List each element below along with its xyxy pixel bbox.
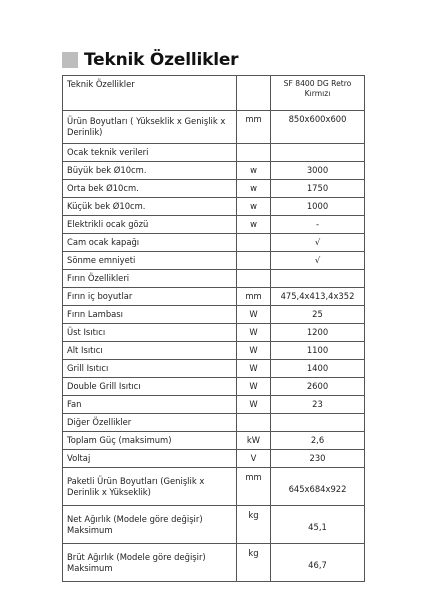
table-row bbox=[63, 378, 365, 396]
row-unit: kg bbox=[237, 506, 271, 544]
row-value bbox=[271, 144, 365, 162]
row-unit: kg bbox=[237, 544, 271, 582]
table-row bbox=[63, 252, 365, 270]
row-unit: V bbox=[237, 450, 271, 468]
row-unit: W bbox=[237, 378, 271, 396]
row-unit: w bbox=[237, 216, 271, 234]
row-unit: mm bbox=[237, 468, 271, 506]
row-name: Fan bbox=[63, 396, 237, 414]
table-row bbox=[63, 360, 365, 378]
row-name: Fırın Lambası bbox=[63, 306, 237, 324]
row-value bbox=[271, 270, 365, 288]
row-name: Sönme emniyeti bbox=[63, 252, 237, 270]
table-row bbox=[63, 432, 365, 450]
check-mark-icon: √ bbox=[271, 252, 365, 270]
row-value: 1750 bbox=[271, 180, 365, 198]
row-unit: W bbox=[237, 306, 271, 324]
row-unit bbox=[237, 234, 271, 252]
row-value: 45,1 bbox=[271, 506, 365, 544]
row-value: 2,6 bbox=[271, 432, 365, 450]
table-row bbox=[63, 270, 365, 288]
table-row bbox=[63, 544, 365, 582]
table-row bbox=[63, 162, 365, 180]
check-mark-icon: √ bbox=[271, 234, 365, 252]
table-row bbox=[63, 342, 365, 360]
row-unit: kW bbox=[237, 432, 271, 450]
row-value: 1400 bbox=[271, 360, 365, 378]
row-unit: mm bbox=[237, 288, 271, 306]
table-row bbox=[63, 506, 365, 544]
row-value: 230 bbox=[271, 450, 365, 468]
row-name: Büyük bek Ø10cm. bbox=[63, 162, 237, 180]
table-header-row bbox=[63, 76, 365, 111]
row-value: 475,4x413,4x352 bbox=[271, 288, 365, 306]
row-name: Elektrikli ocak gözü bbox=[63, 216, 237, 234]
row-unit bbox=[237, 270, 271, 288]
row-value: 46,7 bbox=[271, 544, 365, 582]
row-name: Ürün Boyutları ( Yükseklik x Genişlik x Derinlik) bbox=[63, 111, 237, 144]
row-value: 2600 bbox=[271, 378, 365, 396]
row-name: Orta bek Ø10cm. bbox=[63, 180, 237, 198]
table-row bbox=[63, 234, 365, 252]
row-value: 645x684x922 bbox=[271, 468, 365, 506]
row-name: Voltaj bbox=[63, 450, 237, 468]
row-unit bbox=[237, 252, 271, 270]
table-row bbox=[63, 111, 365, 144]
row-name: Diğer Özellikler bbox=[63, 414, 237, 432]
model-color: Kırmızı bbox=[304, 89, 331, 98]
table-row bbox=[63, 414, 365, 432]
header-name-cell: Teknik Özellikler bbox=[63, 76, 237, 111]
row-name: Küçük bek Ø10cm. bbox=[63, 198, 237, 216]
row-name: Brüt Ağırlık (Modele göre değişir) Maksimum bbox=[63, 544, 237, 582]
table-row bbox=[63, 396, 365, 414]
header-unit-cell bbox=[237, 76, 271, 111]
table-row bbox=[63, 468, 365, 506]
model-name: SF 8400 DG Retro bbox=[283, 79, 352, 88]
row-value: 1200 bbox=[271, 324, 365, 342]
row-name: Grill Isıtıcı bbox=[63, 360, 237, 378]
row-unit bbox=[237, 414, 271, 432]
row-unit: w bbox=[237, 180, 271, 198]
row-name: Paketli Ürün Boyutları (Genişlik x Derinlik x Yükseklik) bbox=[63, 468, 237, 506]
section-header bbox=[62, 48, 238, 72]
row-unit: w bbox=[237, 162, 271, 180]
table-row bbox=[63, 144, 365, 162]
section-title: Teknik Özellikler bbox=[84, 50, 239, 70]
table-row bbox=[63, 450, 365, 468]
row-value: 23 bbox=[271, 396, 365, 414]
row-name: Double Grill Isıtıcı bbox=[63, 378, 237, 396]
row-value: 25 bbox=[271, 306, 365, 324]
row-name: Cam ocak kapağı bbox=[63, 234, 237, 252]
table-row bbox=[63, 216, 365, 234]
row-name: Fırın iç boyutlar bbox=[63, 288, 237, 306]
row-name: Net Ağırlık (Modele göre değişir) Maksimum bbox=[63, 506, 237, 544]
row-unit: mm bbox=[237, 111, 271, 144]
row-unit bbox=[237, 144, 271, 162]
spec-table bbox=[62, 75, 365, 582]
table-row bbox=[63, 198, 365, 216]
row-value: 1000 bbox=[271, 198, 365, 216]
row-value bbox=[271, 414, 365, 432]
row-name: Üst Isıtıcı bbox=[63, 324, 237, 342]
row-unit: W bbox=[237, 342, 271, 360]
row-unit: W bbox=[237, 324, 271, 342]
row-value: 3000 bbox=[271, 162, 365, 180]
row-unit: W bbox=[237, 396, 271, 414]
table-row bbox=[63, 324, 365, 342]
row-value: 850x600x600 bbox=[271, 111, 365, 144]
row-name: Ocak teknik verileri bbox=[63, 144, 237, 162]
row-unit: W bbox=[237, 360, 271, 378]
row-name: Toplam Güç (maksimum) bbox=[63, 432, 237, 450]
row-value: - bbox=[271, 216, 365, 234]
row-name: Fırın Özellikleri bbox=[63, 270, 237, 288]
table-row bbox=[63, 180, 365, 198]
table-row bbox=[63, 288, 365, 306]
row-name: Alt Isıtıcı bbox=[63, 342, 237, 360]
row-value: 1100 bbox=[271, 342, 365, 360]
header-model-cell bbox=[271, 76, 365, 111]
header-marker bbox=[62, 52, 78, 68]
table-row bbox=[63, 306, 365, 324]
row-unit: w bbox=[237, 198, 271, 216]
